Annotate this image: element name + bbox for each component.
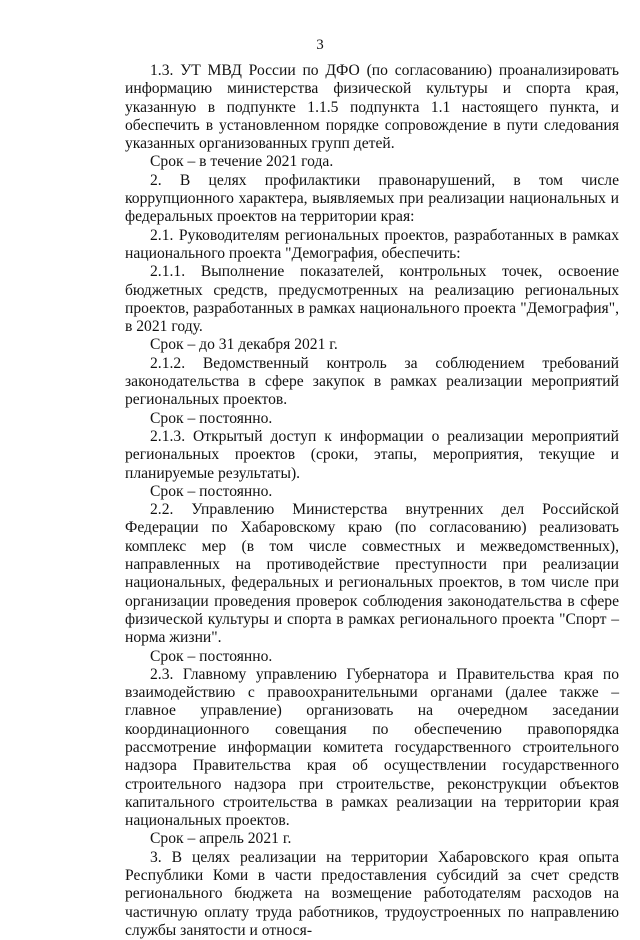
paragraph-2-1-2: 2.1.2. Ведомственный контроль за соблюдением требований законодательства в сфере закупок в рамках реализации мероприятий региональных проектов.	[125, 354, 619, 409]
deadline-2-3: Срок – апрель 2021 г.	[150, 830, 292, 848]
paragraph-2-1: 2.1. Руководителям региональных проектов, разработанных в рамках национального проекта "Демография, обеспечить:	[125, 226, 619, 262]
paragraph-2-1-3: 2.1.3. Открытый доступ к информации о реализации мероприятий региональных проектов (сроки, этапы, мероприятия, текущие и планируемые результаты).	[125, 427, 619, 482]
paragraph-3: 3. В целях реализации на территории Хабаровского края опыта Республики Коми в части предоставления субсидий за счет средств регионального бюджета на возмещение работодателям расходов на частичную оплату труда работников, трудоустроенных по направлению службы занятости и относя-	[125, 848, 619, 939]
deadline-2-1-2: Срок – постоянно.	[150, 409, 273, 427]
deadline-2-1-1: Срок – до 31 декабря 2021 г.	[150, 336, 338, 354]
paragraph-2-3: 2.3. Главному управлению Губернатора и Правительства края по взаимодействию с правоохранительными органами (далее также – главное управление) организовать на очередном заседании координационного совещания по обеспечению правопорядка рассмотрение информации комитета государственного строительного надзора Правительства края об осуществлении государственного строительного надзора при строительстве, реконструкции объектов капитального строительства в рамках реализации на территории края национальных проектов.	[125, 665, 619, 830]
paragraph-2-2: 2.2. Управлению Министерства внутренних дел Российской Федерации по Хабаровскому краю (по согласованию) реализовать комплекс мер (в том числе совместных и межведомственных), направленных на противодействие преступности при реализации национальных, федеральных и региональных проектов, в том числе при организации проведения проверок соблюдения законодательства в сфере физической культуры и спорта в рамках регионального проекта "Спорт – норма жизни".	[125, 501, 619, 647]
paragraph-1-3: 1.3. УТ МВД России по ДФО (по согласованию) проанализировать информацию министерства физической культуры и спорта края, указанную в подпункте 1.1.5 подпункта 1.1 настоящего пункта, и обеспечить в установленном порядке сопровождение в пути следования указанных организованных групп детей.	[125, 62, 619, 153]
page-number: 3	[316, 37, 324, 53]
deadline-2-1-3: Срок – постоянно.	[150, 482, 273, 500]
deadline-1-3: Срок – в течение 2021 года.	[150, 153, 334, 171]
paragraph-2-1-1: 2.1.1. Выполнение показателей, контрольных точек, освоение бюджетных средств, предусмотренных на реализацию региональных проектов, разработанных в рамках национального проекта "Демография", в 2021 году.	[125, 263, 619, 336]
deadline-2-2: Срок – постоянно.	[150, 647, 273, 665]
paragraph-2: 2. В целях профилактики правонарушений, в том числе коррупционного характера, выявляемых при реализации национальных и федеральных проектов на территории края:	[125, 171, 619, 226]
document-body	[125, 62, 619, 940]
